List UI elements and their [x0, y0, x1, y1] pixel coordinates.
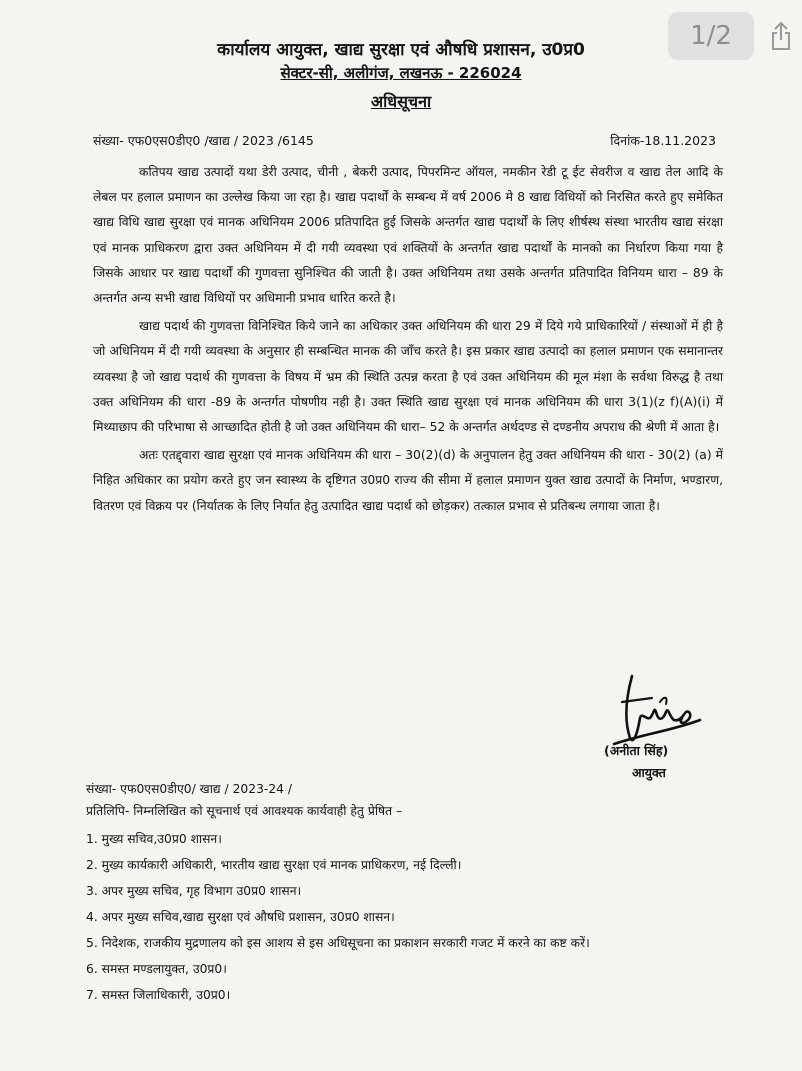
copy-intro: प्रतिलिपि- निम्नलिखित को सूचनार्थ एवं आवश्यक कार्यवाही हेतु प्रेषित – — [86, 804, 403, 818]
recipient-item: 5. निदेशक, राजकीय मुद्रणालय को इस आशय से इस अधिसूचना का प्रकाशन सरकारी गजट में करने का कष्ट करें। — [86, 936, 590, 950]
copy-section — [86, 778, 766, 1008]
copy-reference-number: संख्या- एफ0एस0डीए0/ खाद्य / 2023-24 / — [86, 782, 293, 796]
recipient-item: 4. अपर मुख्य सचिव,खाद्य सुरक्षा एवं औषधि प्रशासन, उ0प्र0 शासन। — [86, 910, 395, 924]
recipient-item: 2. मुख्य कार्यकारी अधिकारी, भारतीय खाद्य सुरक्षा एवं मानक प्राधिकरण, नई दिल्ली। — [86, 858, 462, 872]
recipient-list — [86, 826, 766, 1008]
recipient-item: 6. समस्त मण्डलायुक्त, उ0प्र0। — [86, 962, 227, 976]
page-counter: 1/2 — [668, 12, 754, 60]
office-name: कार्यालय आयुक्त, खाद्य सुरक्षा एवं औषधि प्रशासन, उ0प्र0 — [217, 40, 585, 60]
recipient-item: 7. समस्त जिलाधिकारी, उ0प्र0। — [86, 988, 231, 1002]
recipient-item: 1. मुख्य सचिव,उ0प्र0 शासन। — [86, 832, 222, 846]
document-type-heading: अधिसूचना — [370, 92, 432, 111]
notification-body — [93, 160, 723, 522]
paragraph-1: कतिपय खाद्य उत्पादों यथा डेरी उत्पाद, चीनी , बेकरी उत्पाद, पिपरमिन्ट ऑयल, नमकीन रेडी टू ईट सेवरीज व खाद्य तेल आदि के लेबल पर हलाल प्रमाणन का उल्लेख किया जा रहा है। खाद्य पदार्थों के सम्बन्ध में वर्ष 2006 मे 8 खाद्य विधियों को निरसित करते हुए समेकित खाद्य विधि खाद्य सुरक्षा एवं मानक अधिनियम 2006 प्रतिपादित हुई जिसके अन्तर्गत खाद्य पदार्थों के लिए शीर्षस्थ संस्था भारतीय खाद्य संरक्षा एवं मानक प्राधिकरण द्वारा उक्त अधिनियम में दी गयी व्यवस्था एवं शक्तियों के अन्तर्गत खाद्य पदार्थों के मानको का निर्धारण किया गया है जिसके आधार पर खाद्य पदार्थों की गुणवत्ता सुनिश्चित की जाती है। उक्त अधिनियम तथा उसके अन्तर्गत प्रतिपादित विनियम धारा – 89 के अन्तर्गत अन्य सभी खाद्य विधियों पर अधिमानी प्रभाव धारित करते है। — [93, 165, 723, 306]
signatory-designation: आयुक्त — [632, 765, 666, 780]
letterhead — [0, 38, 802, 114]
signatory-name: (अनीता सिंह) — [604, 743, 669, 758]
paragraph-3: अतः एतद्द्वारा खाद्य सुरक्षा एवं मानक अधिनियम की धारा – 30(2)(d) के अनुपालन हेतु उक्त अधिनियम की धारा - 30(2) (a) में निहित अधिकार का प्रयोग करते हुए जन स्वास्थ्य के दृष्टिगत उ0प्र0 राज्य की सीमा में हलाल प्रमाणन युक्त खाद्य उत्पादों के निर्माण, भण्डारण, वितरण एवं विक्रय पर (निर्यातक के लिए निर्यात हेतु उत्पादित खाद्य पदार्थ को छोड़कर) तत्काल प्रभाव से प्रतिबन्ध लगाया जाता है। — [93, 448, 723, 513]
reference-line — [93, 132, 716, 149]
reference-date: दिनांक-18.11.2023 — [610, 133, 716, 148]
recipient-item: 3. अपर मुख्य सचिव, गृह विभाग उ0प्र0 शासन। — [86, 884, 302, 898]
paragraph-2: खाद्य पदार्थ की गुणवत्ता विनिश्चित किये जाने का अधिकार उक्त अधिनियम की धारा 29 में दिये गये प्राधिकारियों / संस्थाओं में ही है जो अधिनियम में दी गयी व्यवस्था के अनुसार ही सम्बन्धित मानक की जाँच करते है। इस प्रकार खाद्य उत्पादो का हलाल प्रमाणन एक समानान्तर व्यवस्था है जो खाद्य पदार्थ की गुणवत्ता के विषय में भ्रम की स्थिति उत्पन्न करता है एवं उक्त अधिनियम की मूल मंशा के सर्वथा विरुद्ध है तथा उक्त अधिनियम की धारा -89 के अन्तर्गत पोषणीय नही है। उक्त स्थिति खाद्य सुरक्षा एवं मानक अधिनियम की धारा 3(1)(z f)(A)(i) में मिथ्याछाप की परिभाषा से आच्छादित होती है जो उक्त अधिनियम की धारा– 52 के अन्तर्गत अर्थदण्ड से दण्डनीय अपराध की श्रेणी में आता है। — [93, 319, 723, 435]
office-address: सेक्टर-सी, अलीगंज, लखनऊ - 226024 — [280, 64, 522, 82]
reference-number: संख्या- एफ0एस0डीए0 /खाद्य / 2023 /6145 — [93, 133, 314, 148]
